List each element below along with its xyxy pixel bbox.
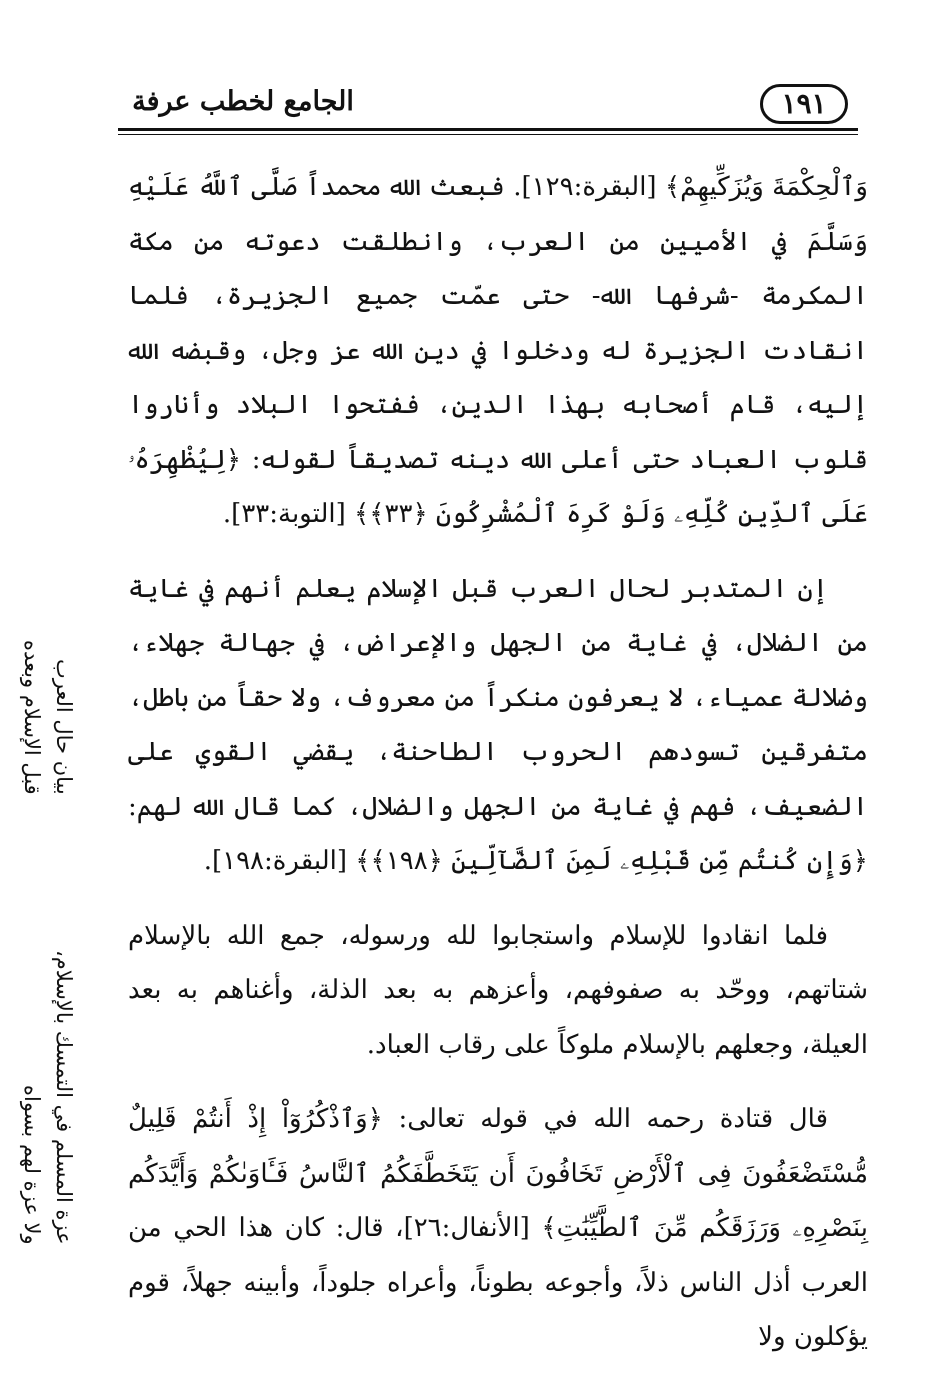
side-note-2-line-2: ولا عزة لهم بسواه (20, 1085, 44, 1245)
side-note-2-line-1: عزة المسلم في التمسك بالإسلام، (52, 950, 76, 1245)
side-note-1-line-1: بيان حال العرب (52, 659, 76, 795)
page-header (118, 72, 848, 132)
paragraph-3: فلما انقادوا للإسلام واستجابوا لله ورسوله، جمع الله بالإسلام شتاتهم، ووحّد به صفوفهم، وأعزهم به بعد الذلة، وأغناهم به بعد العيلة، وجعلهم بالإسلام ملوكاً على رقاب العباد. (128, 920, 868, 1060)
book-title: الجامع لخطب عرفة (132, 86, 354, 117)
page-number: ١٩١ (760, 84, 848, 124)
body-text (128, 160, 868, 1365)
paragraph-1: وَٱلْحِكْمَةَ وَيُزَكِّيهِمْ﴾ [البقرة:١٢٩]. فبعث الله محمداً صَلَّى ٱللَّهُ عَلَيْهِ وَسَلَّمَ في الأميين من العرب، وانطلقت دعوته من مكة المكرمة -شرفها الله- حتى عمّت جميع الجزيرة، فلما انقادت الجزيرة له ودخلوا في دين الله عز وجل، وقبضه الله إليه، قام أصحابه بهذا الدين، ففتحوا البلاد وأناروا قلوب العباد حتى أعلى الله دينه تصديقاً لقوله: ﴿لِيُظْهِرَهُۥ عَلَى ٱلدِّينِ كُلِّهِۦ وَلَوْ كَرِهَ ٱلْمُشْرِكُونَ ﴿٣٣﴾﴾ [التوبة:٣٣]. (128, 172, 868, 529)
paragraph-4: قال قتادة رحمه الله في قوله تعالى: ﴿وَٱذْكُرُوٓاْ إِذْ أَنتُمْ قَلِيلٌ مُّسْتَضْعَفُونَ فِى ٱلْأَرْضِ تَخَافُونَ أَن يَتَخَطَّفَكُمُ ٱلنَّاسُ فَـَٔاوَىٰكُمْ وَأَيَّدَكُم بِنَصْرِهِۦ وَرَزَقَكُم مِّنَ ٱلطَّيِّبَٰتِ﴾ [الأنفال:٢٦]، قال: كان هذا الحي من العرب أذل الناس ذلاً، وأجوعه بطوناً، وأعراه جلوداً، وأبينه جهلاً، قوم يؤكلون ولا (128, 1104, 869, 1352)
paragraph-2: إن المتدبر لحال العرب قبل الإسلام يعلم أنهم في غاية من الضلال، في غاية من الجهل والإعراض، في جهالة جهلاء، وضلالة عمياء، لا يعرفون منكراً من معروف، ولا حقاً من باطل، متفرقين تسودهم الحروب الطاحنة، يقضي القوي على الضعيف، فهم في غاية من الجهل والضلال، كما قال الله لهم: ﴿وَإِن كُنتُم مِّن قَبْلِهِۦ لَمِنَ ٱلضَّآلِّينَ ﴿١٩٨﴾﴾ [البقرة:١٩٨]. (128, 573, 868, 876)
side-note-1-line-2: قبل الإسلام وبعده (20, 640, 44, 795)
header-rule-thin (118, 134, 858, 135)
header-rule-thick (118, 128, 858, 131)
